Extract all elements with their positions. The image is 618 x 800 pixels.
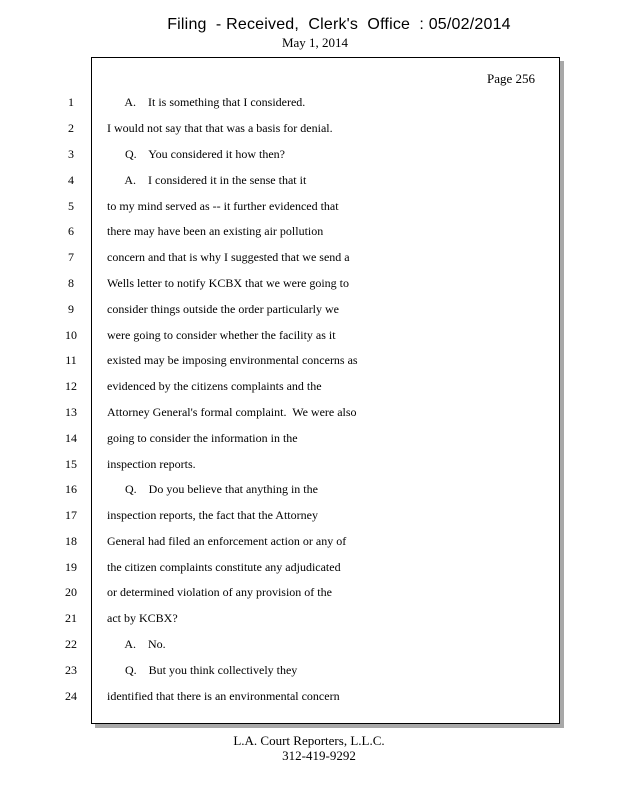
line-number: 23 <box>65 663 77 677</box>
line-number: 6 <box>68 224 74 238</box>
transcript-line: General had filed an enforcement action or any of <box>107 534 347 548</box>
transcript-line: existed may be imposing environmental concerns as <box>107 353 358 367</box>
line-number: 12 <box>65 379 77 393</box>
transcript-line: Attorney General's formal complaint. We were also <box>107 405 357 419</box>
transcript-line: identified that there is an environmental concern <box>107 689 340 703</box>
line-number: 1 <box>68 95 74 109</box>
line-number: 13 <box>65 405 77 419</box>
transcript-line: Q. But you think collectively they <box>107 663 298 677</box>
line-number: 24 <box>65 689 77 703</box>
line-number: 4 <box>68 173 74 187</box>
line-number: 5 <box>68 199 74 213</box>
line-number: 16 <box>65 482 77 496</box>
transcript-line: act by KCBX? <box>107 611 178 625</box>
transcript-line: to my mind served as -- it further evidenced that <box>107 199 339 213</box>
line-number: 8 <box>68 276 74 290</box>
line-number: 20 <box>65 585 77 599</box>
court-reporter-phone: 312-419-9292 <box>282 748 356 763</box>
line-number: 9 <box>68 302 74 316</box>
transcript-line: Q. Do you believe that anything in the <box>107 482 318 496</box>
line-number: 10 <box>65 328 77 342</box>
transcript-line: A. It is something that I considered. <box>107 95 306 109</box>
transcript-line: concern and that is why I suggested that we send a <box>107 250 350 264</box>
transcript-line: I would not say that that was a basis for denial. <box>107 121 333 135</box>
filing-stamp: Filing - Received, Clerk's Office : 05/02/2014 <box>167 16 511 33</box>
page-number: Page 256 <box>487 71 536 86</box>
line-number: 2 <box>68 121 74 135</box>
transcript-line: or determined violation of any provision of the <box>107 585 332 599</box>
line-number: 21 <box>65 611 77 625</box>
transcript-line: inspection reports, the fact that the Attorney <box>107 508 318 522</box>
transcript-line: A. I considered it in the sense that it <box>107 173 307 187</box>
transcript-line: evidenced by the citizens complaints and the <box>107 379 322 393</box>
line-number: 7 <box>68 250 74 264</box>
court-reporter-name: L.A. Court Reporters, L.L.C. <box>233 733 385 748</box>
line-number: 15 <box>65 457 77 471</box>
line-number: 11 <box>65 353 77 367</box>
transcript-line: going to consider the information in the <box>107 431 298 445</box>
transcript-line: the citizen complaints constitute any adjudicated <box>107 560 341 574</box>
transcript-line: inspection reports. <box>107 457 196 471</box>
transcript-line: were going to consider whether the facility as it <box>107 328 336 342</box>
line-number: 14 <box>65 431 77 445</box>
transcript-line: consider things outside the order particularly we <box>107 302 339 316</box>
line-number: 3 <box>68 147 74 161</box>
transcript-line: A. No. <box>107 637 166 651</box>
transcript-line: Wells letter to notify KCBX that we were going to <box>107 276 349 290</box>
transcript-line: Q. You considered it how then? <box>107 147 285 161</box>
line-number: 17 <box>65 508 77 522</box>
line-number: 22 <box>65 637 77 651</box>
line-number: 19 <box>65 560 77 574</box>
transcript-line: there may have been an existing air pollution <box>107 224 324 238</box>
transcript-date: May 1, 2014 <box>281 35 349 50</box>
line-number: 18 <box>65 534 77 548</box>
